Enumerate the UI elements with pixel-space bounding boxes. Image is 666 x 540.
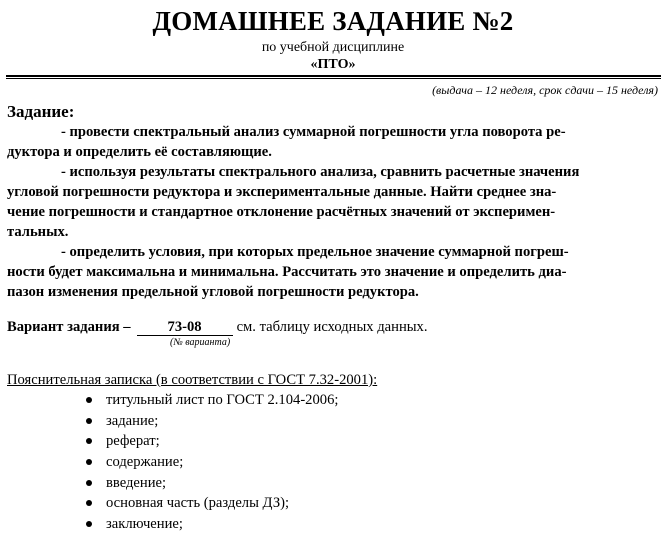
- task-text: [7, 122, 657, 302]
- explanatory-note-heading: Пояснительная записка (в соответствии с ГОСТ 7.32-2001):: [7, 372, 378, 388]
- bullet-icon: [86, 438, 92, 444]
- page-title: ДОМАШНЕЕ ЗАДАНИЕ №2: [152, 6, 514, 36]
- variant-line: [7, 318, 428, 336]
- task-line: тальных.: [7, 224, 69, 240]
- list-item-text: содержание;: [106, 454, 184, 471]
- variant-caption: (№ варианта): [170, 337, 231, 348]
- bullet-icon: [86, 459, 92, 465]
- task-line: чение погрешности и стандартное отклонение расчётных значений от эксперимен-: [7, 204, 556, 220]
- bullet-icon: [86, 480, 92, 486]
- list-item: [0, 493, 338, 514]
- bullet-icon: [86, 521, 92, 527]
- list-item-text: задание;: [106, 412, 159, 429]
- list-item-text: титульный лист по ГОСТ 2.104-2006;: [106, 392, 339, 408]
- list-item-text: реферат;: [106, 433, 160, 450]
- task-line: ности будет максимальна и минимальна. Рассчитать это значение и определить диа-: [7, 264, 567, 280]
- deadline-note: (выдача – 12 неделя, срок сдачи – 15 неделя): [432, 83, 658, 97]
- list-item: [0, 452, 338, 473]
- variant-label: Вариант задания –: [7, 319, 131, 335]
- header-divider-thin: [6, 78, 661, 79]
- variant-number: 73-08: [137, 319, 233, 336]
- task-line: угловой погрешности редуктора и экспериментальные данные. Найти среднее зна-: [7, 184, 557, 200]
- task-line: - определить условия, при которых предельное значение суммарной погреш-: [61, 244, 569, 260]
- task-line: - провести спектральный анализ суммарной погрешности угла поворота ре-: [61, 124, 566, 140]
- list-item: [0, 514, 338, 535]
- task-line: - используя результаты спектрального анализа, сравнить расчетные значения: [61, 164, 580, 180]
- explanatory-note-list: [0, 390, 338, 535]
- task-line: пазон изменения предельной угловой погрешности редуктора.: [7, 284, 419, 300]
- list-item-text: основная часть (разделы ДЗ);: [106, 495, 290, 512]
- subtitle: по учебной дисциплине: [261, 40, 405, 55]
- task-heading: Задание:: [7, 102, 75, 121]
- task-line: дуктора и определить её составляющие.: [7, 144, 272, 160]
- variant-suffix: см. таблицу исходных данных.: [236, 319, 428, 335]
- list-item-text: введение;: [106, 474, 167, 491]
- list-item: [0, 473, 338, 494]
- bullet-icon: [86, 500, 92, 506]
- bullet-icon: [86, 397, 92, 403]
- discipline-name: «ПТО»: [310, 57, 356, 72]
- bullet-icon: [86, 418, 92, 424]
- list-item: [0, 431, 338, 452]
- list-item: [0, 411, 338, 432]
- list-item-text: заключение;: [106, 516, 183, 533]
- list-item: [0, 390, 338, 411]
- header-divider-thick: [6, 75, 661, 77]
